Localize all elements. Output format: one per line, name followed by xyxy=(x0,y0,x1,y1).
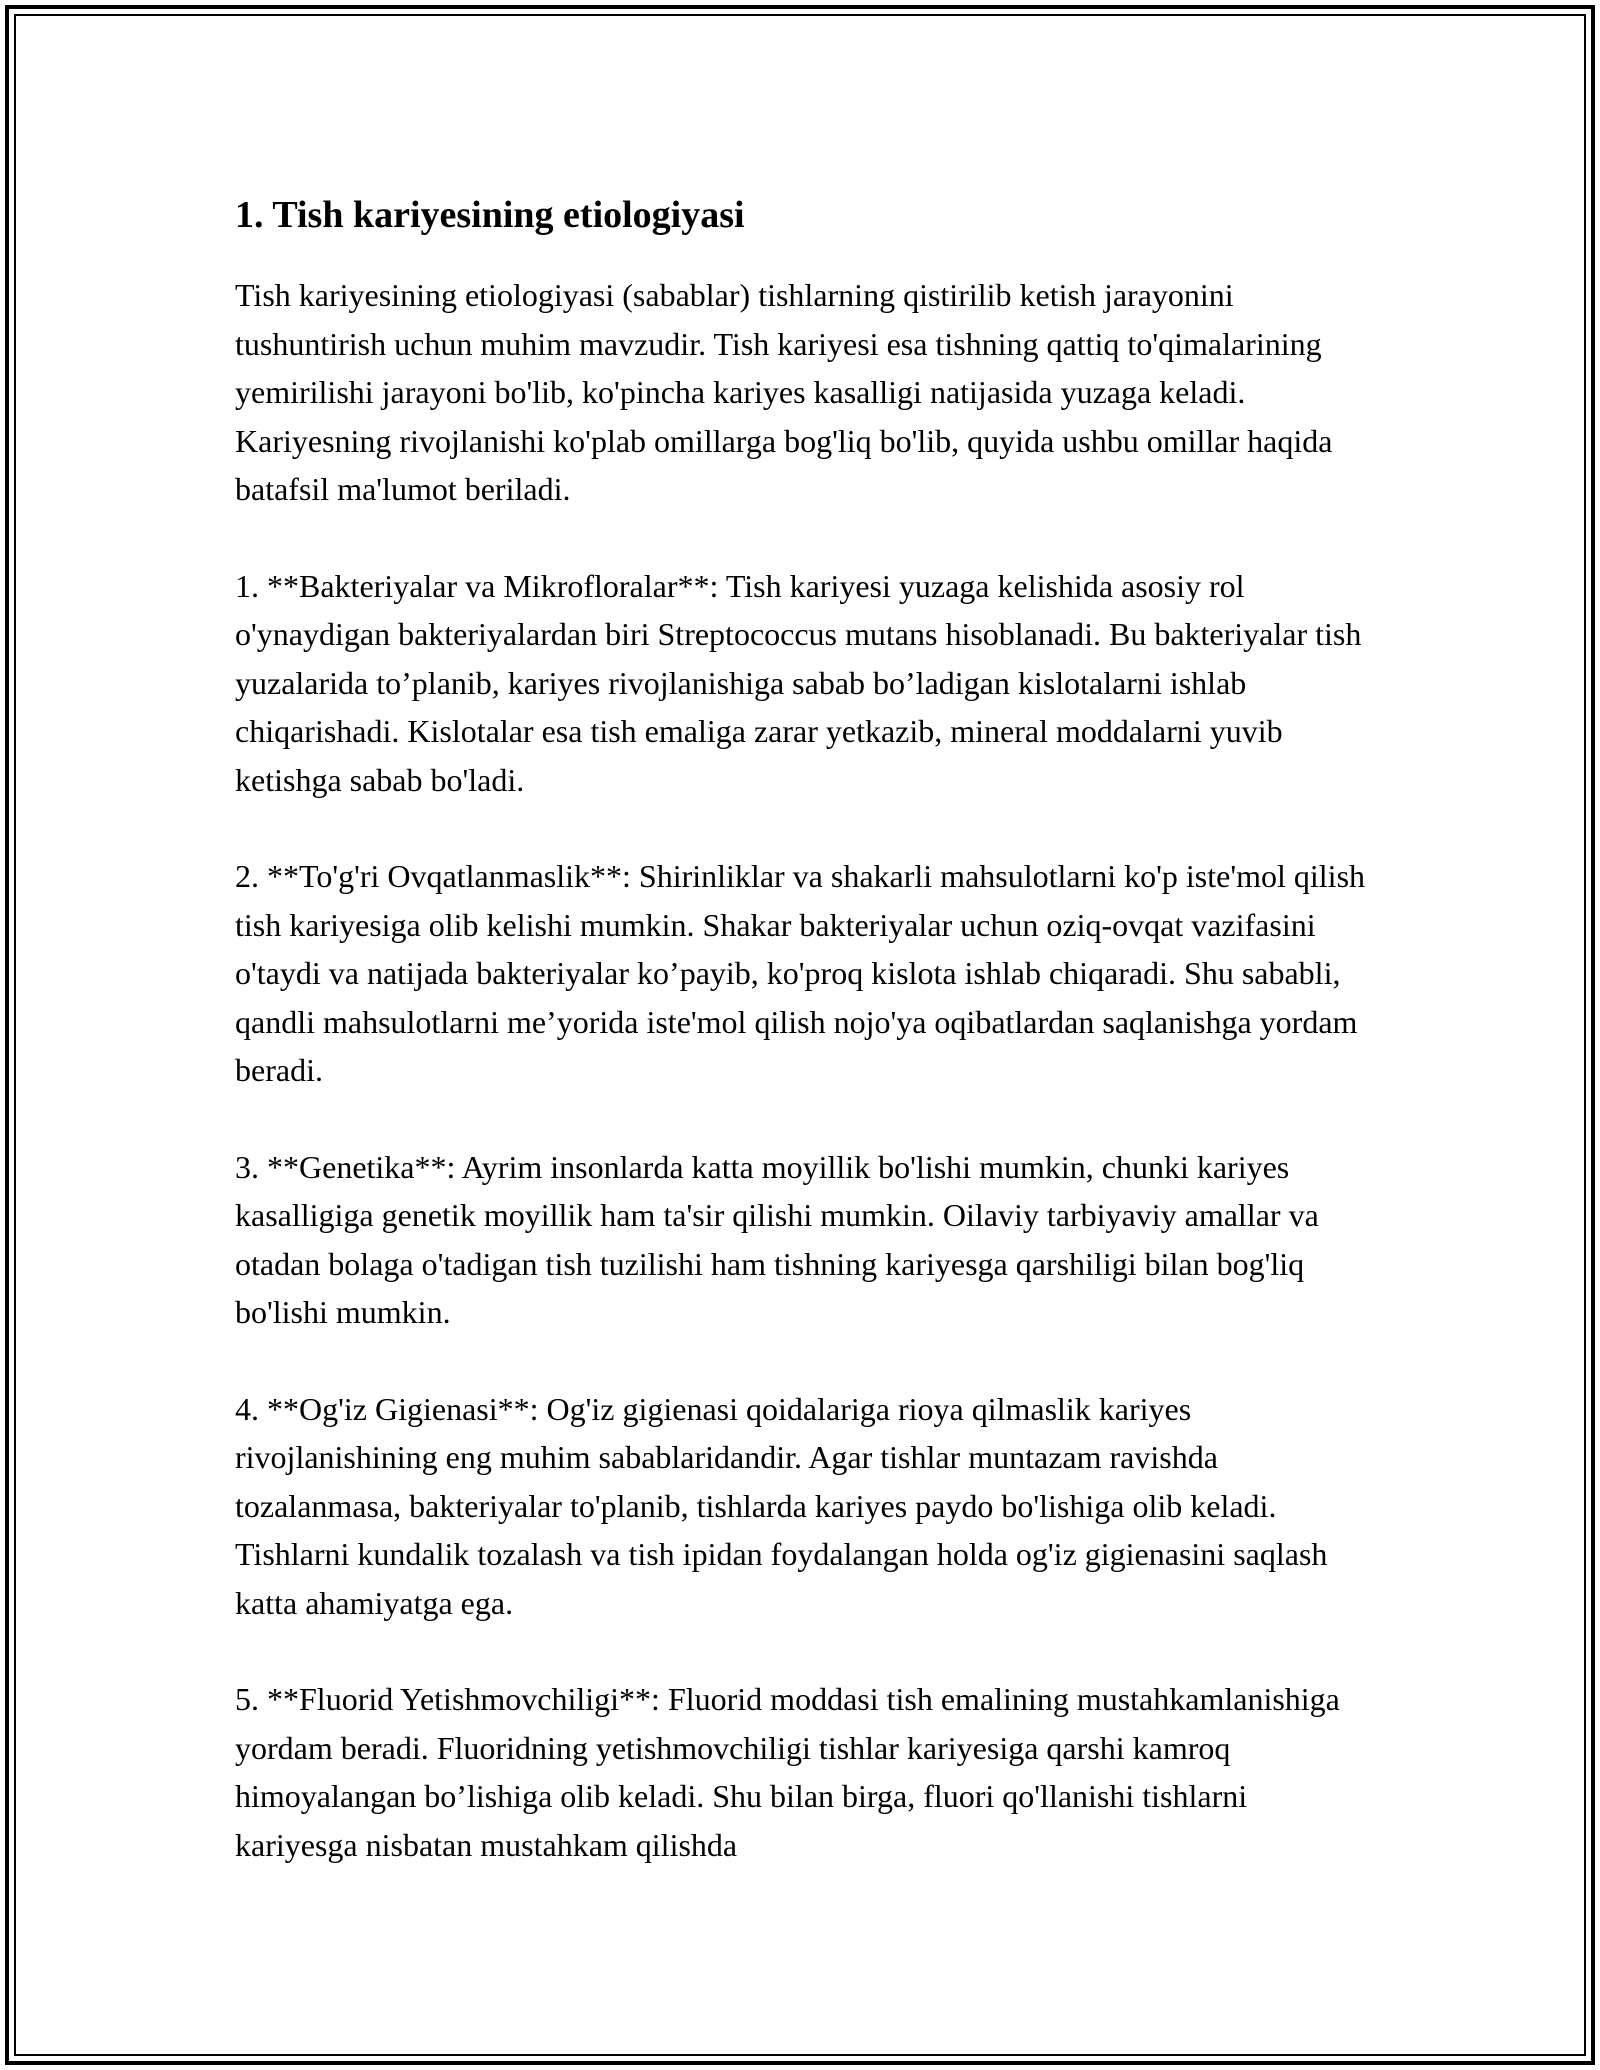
paragraph-nutrition: 2. **To'g'ri Ovqatlanmaslik**: Shirinliklar va shakarli mahsulotlarni ko'p iste'mol qilish tish kariyesiga olib kelishi mumkin. Shakar bakteriyalar uchun oziq-ovqat vazifasini o'taydi va natijada bakteriyalar ko’payib, ko'proq kislota ishlab chiqaradi. Shu sababli, qandli mahsulotlarni me’yorida iste'mol qilish nojo'ya oqibatlardan saqlanishga yordam beradi. xyxy=(235,858,1366,1088)
paragraph-genetics: 3. **Genetika**: Ayrim insonlarda katta moyillik bo'lishi mumkin, chunki kariyes kasalligiga genetik moyillik ham ta'sir qilishi mumkin. Oilaviy tarbiyaviy amallar va otadan bolaga o'tadigan tish tuzilishi ham tishning kariyesga qarshiligi bilan bog'liq bo'lishi mumkin. xyxy=(235,1148,1319,1330)
document-title: 1. Tish kariyesining etiologiyasi xyxy=(235,194,745,236)
paragraph-oral-hygiene: 4. **Og'iz Gigienasi**: Og'iz gigienasi qoidalariga rioya qilmaslik kariyes rivojlanishining eng muhim sabablaridandir. Agar tishlar muntazam ravishda tozalanmasa, bakteriyalar to'planib, tishlarda kariyes paydo bo'lishiga olib keladi. Tishlarni kundalik tozalash va tish ipidan foydalangan holda og'iz gigienasini saqlash katta ahamiyatga ega. xyxy=(235,1390,1328,1621)
intro-paragraph: Tish kariyesining etiologiyasi (sabablar) tishlarning qistirilib ketish jarayonini tushuntirish uchun muhim mavzudir. Tish kariyesi esa tishning qattiq to'qimalarining yemirilishi jarayoni bo'lib, ko'pincha kariyes kasalligi natijasida yuzaga keladi. Kariyesning rivojlanishi ko'plab omillarga bog'liq bo'lib, quyida ushbu omillar haqida batafsil ma'lumot beriladi. xyxy=(235,277,1333,507)
paragraph-fluoride: 5. **Fluorid Yetishmovchiligi**: Fluorid moddasi tish emalining mustahkamlanishiga yordam beradi. Fluoridning yetishmovchiligi tishlar kariyesiga qarshi kamroq himoyalangan bo’lishiga olib keladi. Shu bilan birga, fluori qo'llanishi tishlarni kariyesga nisbatan mustahkam qilishda xyxy=(235,1681,1340,1863)
paragraph-bacteria: 1. **Bakteriyalar va Mikrofloralar**: Tish kariyesi yuzaga kelishida asosiy rol o'ynaydigan bakteriyalardan biri Streptococcus mutans hisoblanadi. Bu bakteriyalar tish yuzalarida to’planib, kariyes rivojlanishiga sabab bo’ladigan kislotalarni ishlab chiqarishadi. Kislotalar esa tish emaliga zarar yetkazib, mineral moddalarni yuvib ketishga sabab bo'ladi. xyxy=(235,567,1362,798)
document-body xyxy=(235,185,1375,1917)
